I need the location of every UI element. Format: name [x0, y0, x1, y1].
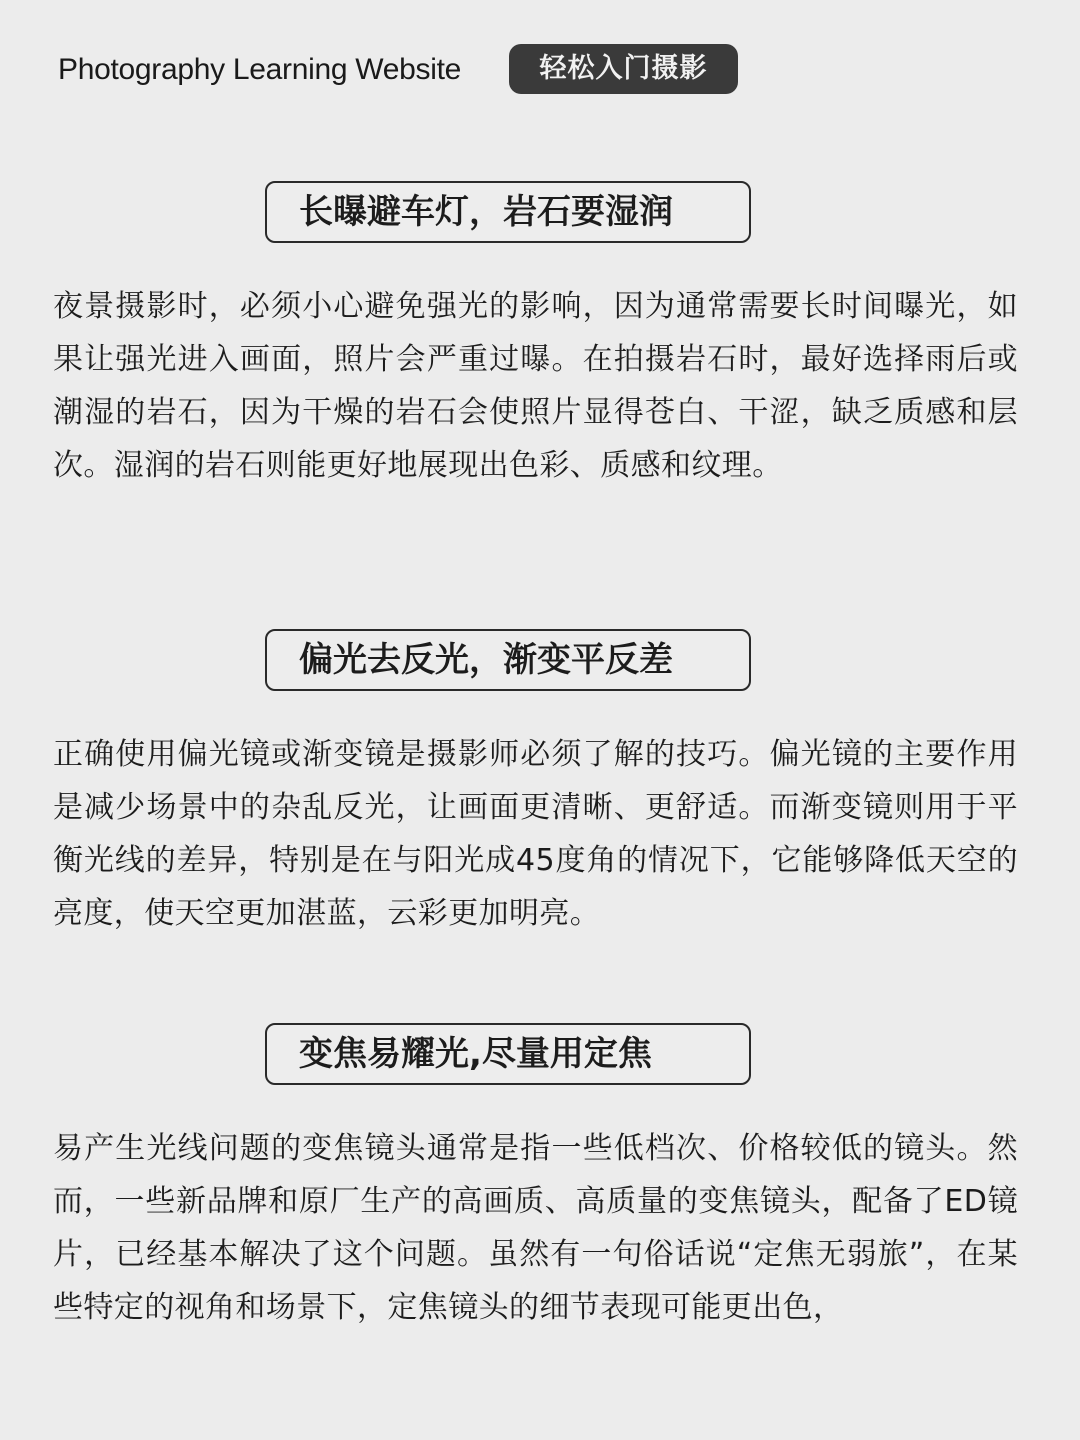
section-body-long-exposure: 夜景摄影时，必须小心避免强光的影响，因为通常需要长时间曝光，如果让强光进入画面，照片会严重过曝。在拍摄岩石时，最好选择雨后或潮湿的岩石，因为干燥的岩石会使照片显得苍白、干涩，缺乏质感和层次。湿润的岩石则能更好地展现出色彩、质感和纹理。 — [53, 289, 1018, 483]
site-title: Photography Learning Website — [58, 53, 461, 86]
section-heading-long-exposure: 长曝避车灯，岩石要湿润 — [265, 181, 751, 243]
section-heading-zoom-flare: 变焦易耀光,尽量用定焦 — [265, 1023, 751, 1085]
category-badge: 轻松入门摄影 — [509, 44, 738, 94]
section-body-zoom-flare: 易产生光线问题的变焦镜头通常是指一些低档次、价格较低的镜头。然而，一些新品牌和原厂生产的高画质、高质量的变焦镜头，配备了ED镜片，已经基本解决了这个问题。虽然有一句俗话说“定焦无弱旅”，在某些特定的视角和场景下，定焦镜头的细节表现可能更出色， — [53, 1131, 1018, 1325]
section-body-polarizer: 正确使用偏光镜或渐变镜是摄影师必须了解的技巧。偏光镜的主要作用是减少场景中的杂乱反光，让画面更清晰、更舒适。而渐变镜则用于平衡光线的差异，特别是在与阳光成45度角的情况下，它能够降低天空的亮度，使天空更加湛蓝，云彩更加明亮。 — [53, 737, 1018, 931]
section-heading-polarizer: 偏光去反光，渐变平反差 — [265, 629, 751, 691]
